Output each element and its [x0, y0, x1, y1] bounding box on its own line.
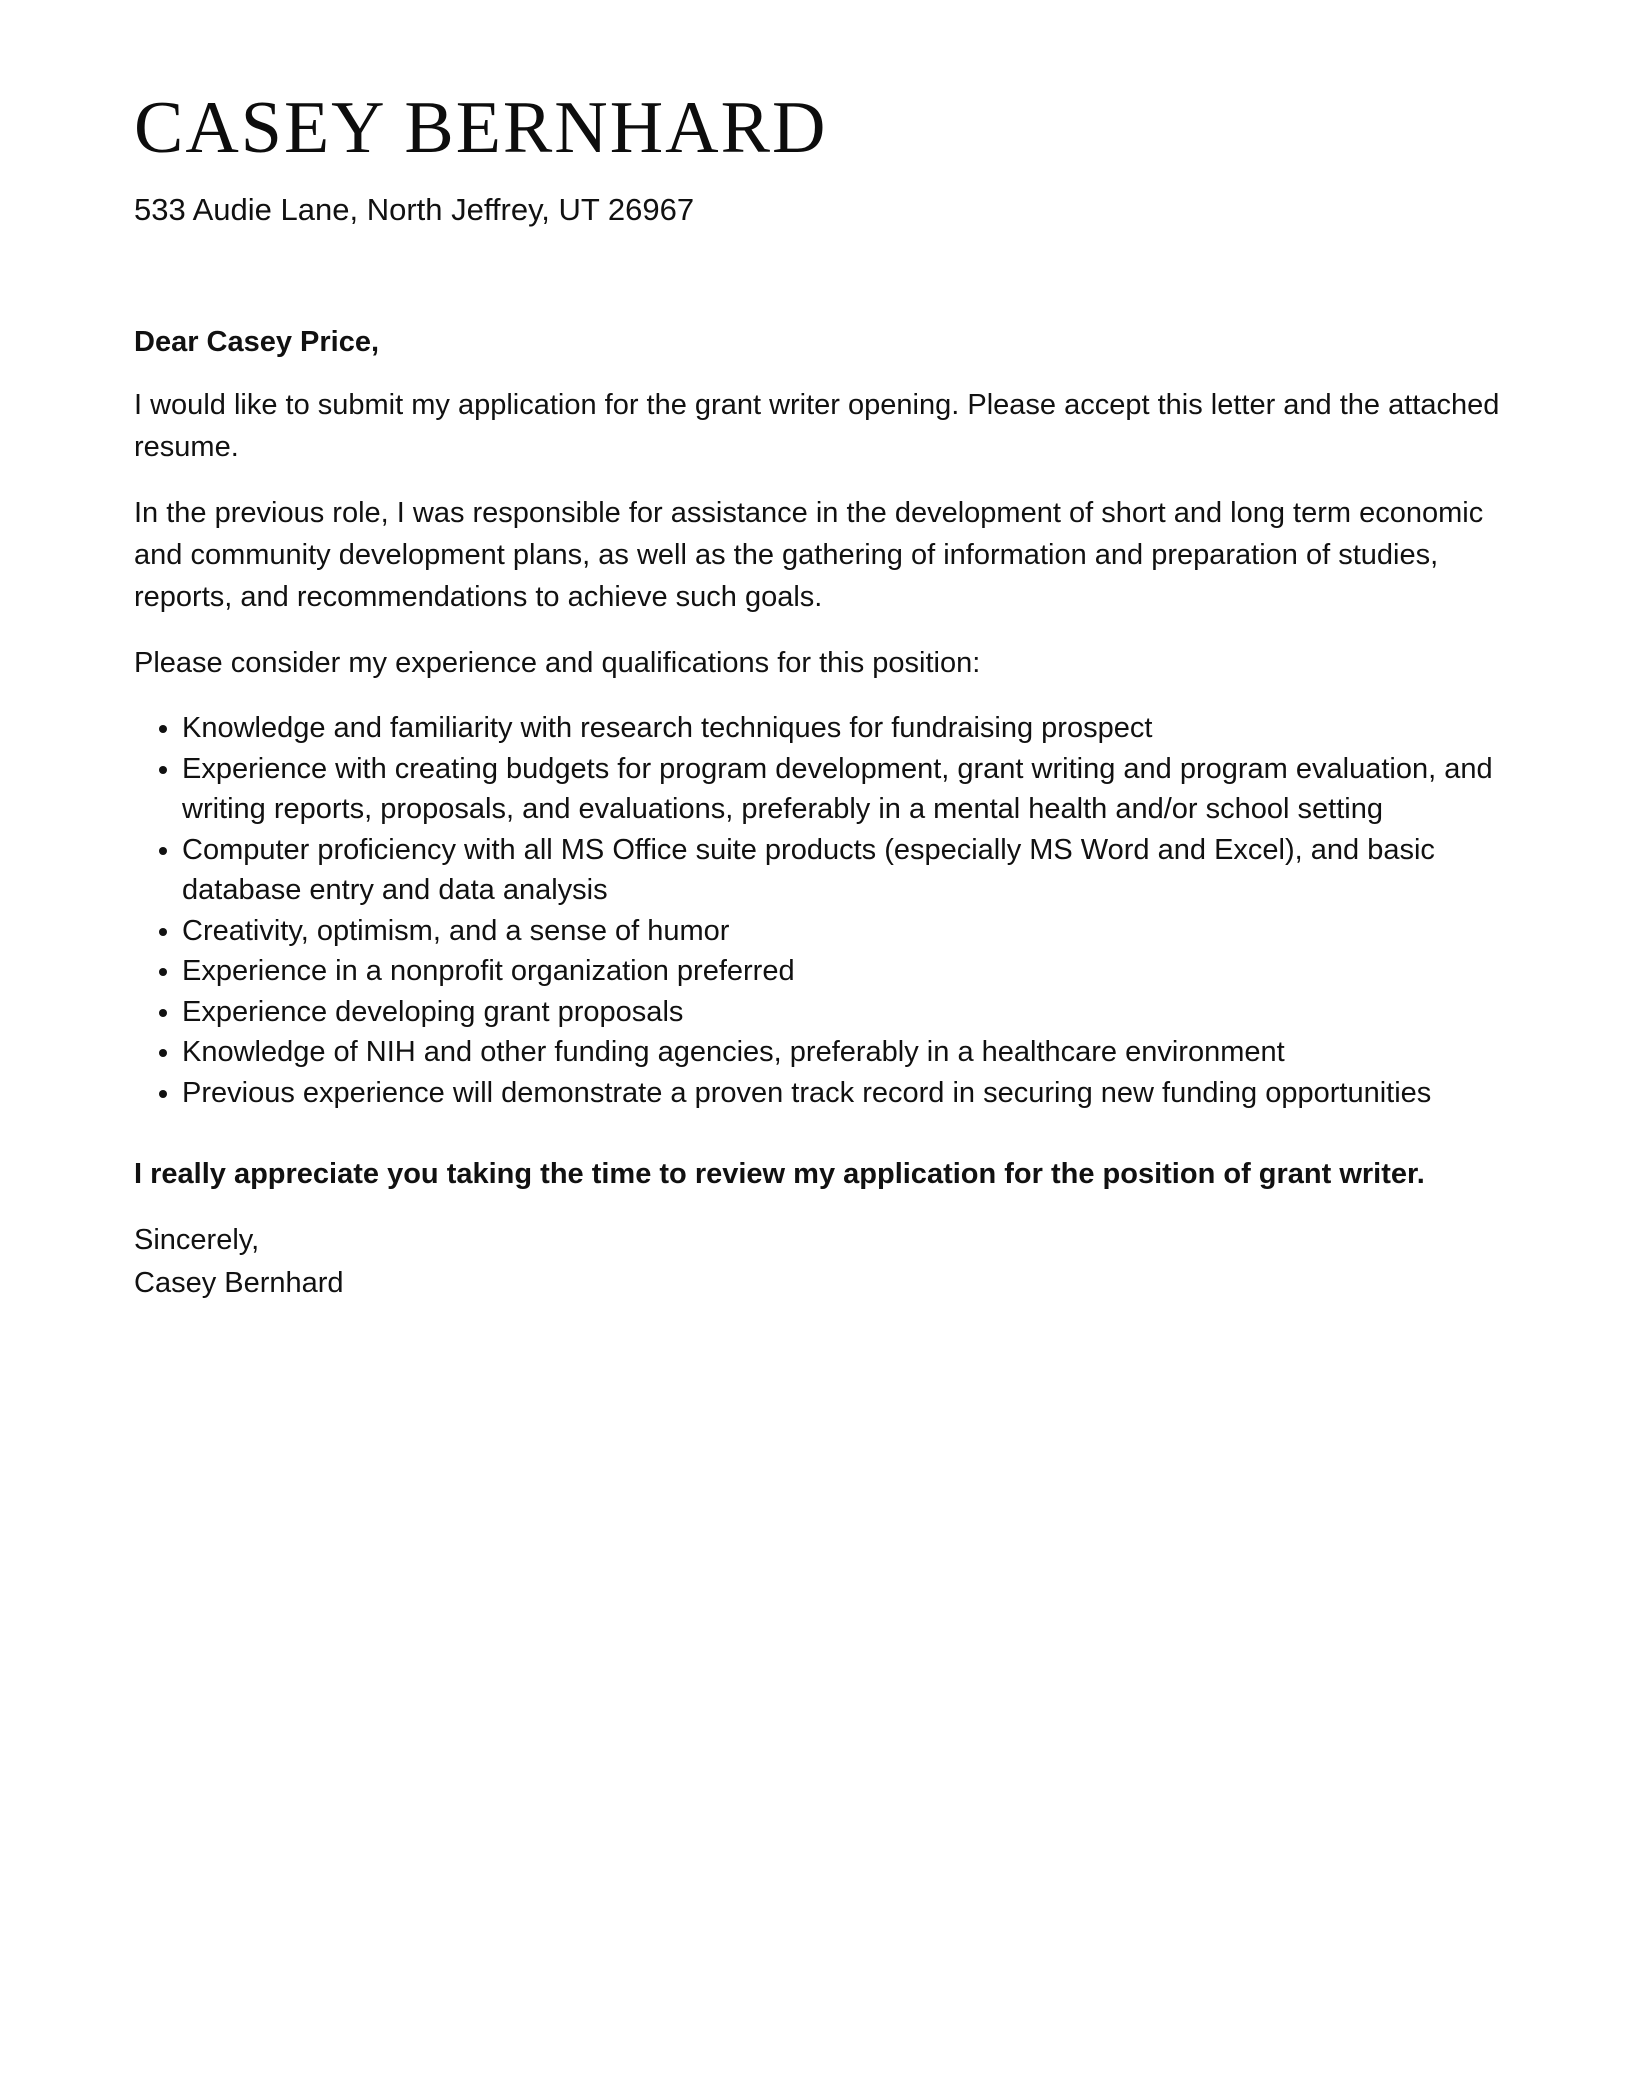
list-item: • Experience developing grant proposals — [182, 992, 1514, 1033]
applicant-address: 533 Audie Lane, North Jeffrey, UT 26967 — [134, 192, 695, 227]
list-item: • Knowledge of NIH and other funding agencies, preferably in a healthcare environment — [182, 1032, 1514, 1073]
cover-letter — [134, 88, 1514, 1305]
list-item: • Experience in a nonprofit organization preferred — [182, 951, 1514, 992]
qualifications-intro: Please consider my experience and qualifications for this position: — [134, 647, 981, 679]
applicant-name: CASEY BERNHARD — [134, 87, 828, 169]
signoff-text: Sincerely, — [134, 1224, 260, 1256]
qualifications-list — [134, 708, 1514, 1113]
experience-paragraph: In the previous role, I was responsible for assistance in the development of short and long term economic and community development plans, as well as the gathering of information and preparation of studies, reports, and recommendations to achieve such goals. — [134, 497, 1484, 613]
list-item: • Computer proficiency with all MS Office suite products (especially MS Word and Excel), and basic database entry and data analysis — [182, 830, 1514, 911]
signoff-block — [134, 1219, 1514, 1305]
list-item: • Previous experience will demonstrate a proven track record in securing new funding opportunities — [182, 1073, 1514, 1114]
list-item: • Knowledge and familiarity with research techniques for fundraising prospect — [182, 708, 1514, 749]
signature-name: Casey Bernhard — [134, 1267, 344, 1299]
closing-statement: I really appreciate you taking the time to review my application for the position of grant writer. — [134, 1158, 1425, 1190]
salutation: Dear Casey Price, — [134, 326, 380, 358]
list-item: • Experience with creating budgets for program development, grant writing and program evaluation, and writing reports, proposals, and evaluations, preferably in a mental health and/or school setting — [182, 749, 1514, 830]
list-item: • Creativity, optimism, and a sense of humor — [182, 911, 1514, 952]
intro-paragraph: I would like to submit my application for the grant writer opening. Please accept this letter and the attached resume. — [134, 389, 1500, 463]
